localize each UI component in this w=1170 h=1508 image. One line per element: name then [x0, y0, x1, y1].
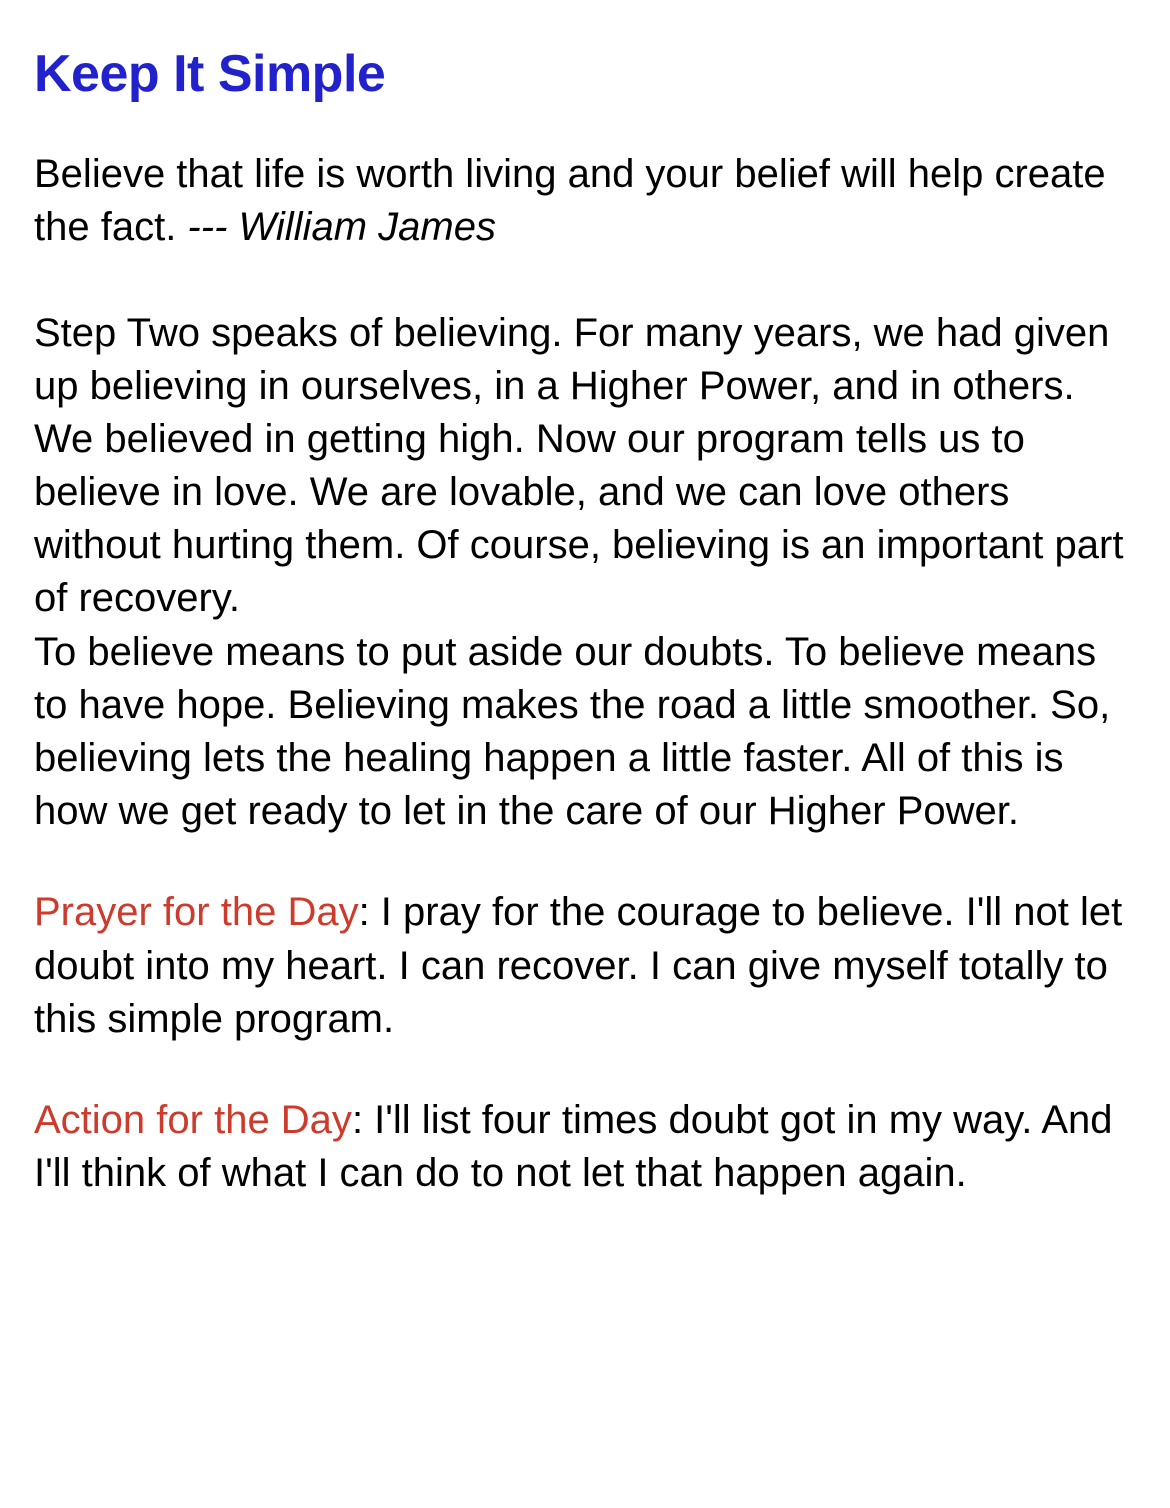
prayer-for-the-day [34, 886, 1136, 1046]
page-title: Keep It Simple [34, 45, 386, 103]
body-paragraph-2: To believe means to put aside our doubts. To believe means to have hope. Believing makes the road a little smoother. So, believing lets the healing happen a little faster. All of this is how we get ready to let in the care of our Higher Power. [34, 629, 1111, 834]
quote-attribution: --- William James [187, 205, 496, 250]
prayer-text: : I pray for the courage to believe. I'll not let doubt into my heart. I can recover. I can give myself totally to this simple program. [34, 890, 1123, 1041]
spacer-after-quote [34, 255, 1136, 307]
action-for-the-day [34, 1094, 1136, 1200]
spacer-after-prayer [34, 1046, 1136, 1094]
quote-block [34, 148, 1136, 254]
body-paragraph-1: Step Two speaks of believing. For many years, we had given up believing in ourselves, in a Higher Power, and in others. We believed in getting high. Now our program tells us to believe in love. We are lovable, and we can love others without hurting them. Of course, believing is an important part of recovery. [34, 310, 1124, 621]
quote-text: Believe that life is worth living and your belief will help create the fact. [34, 152, 1106, 250]
action-label: Action for the Day [34, 1097, 352, 1142]
prayer-label: Prayer for the Day [34, 890, 359, 935]
action-text: : I'll list four times doubt got in my way. And I'll think of what I can do to not let that happen again. [34, 1097, 1113, 1196]
spacer-after-body [34, 838, 1136, 886]
